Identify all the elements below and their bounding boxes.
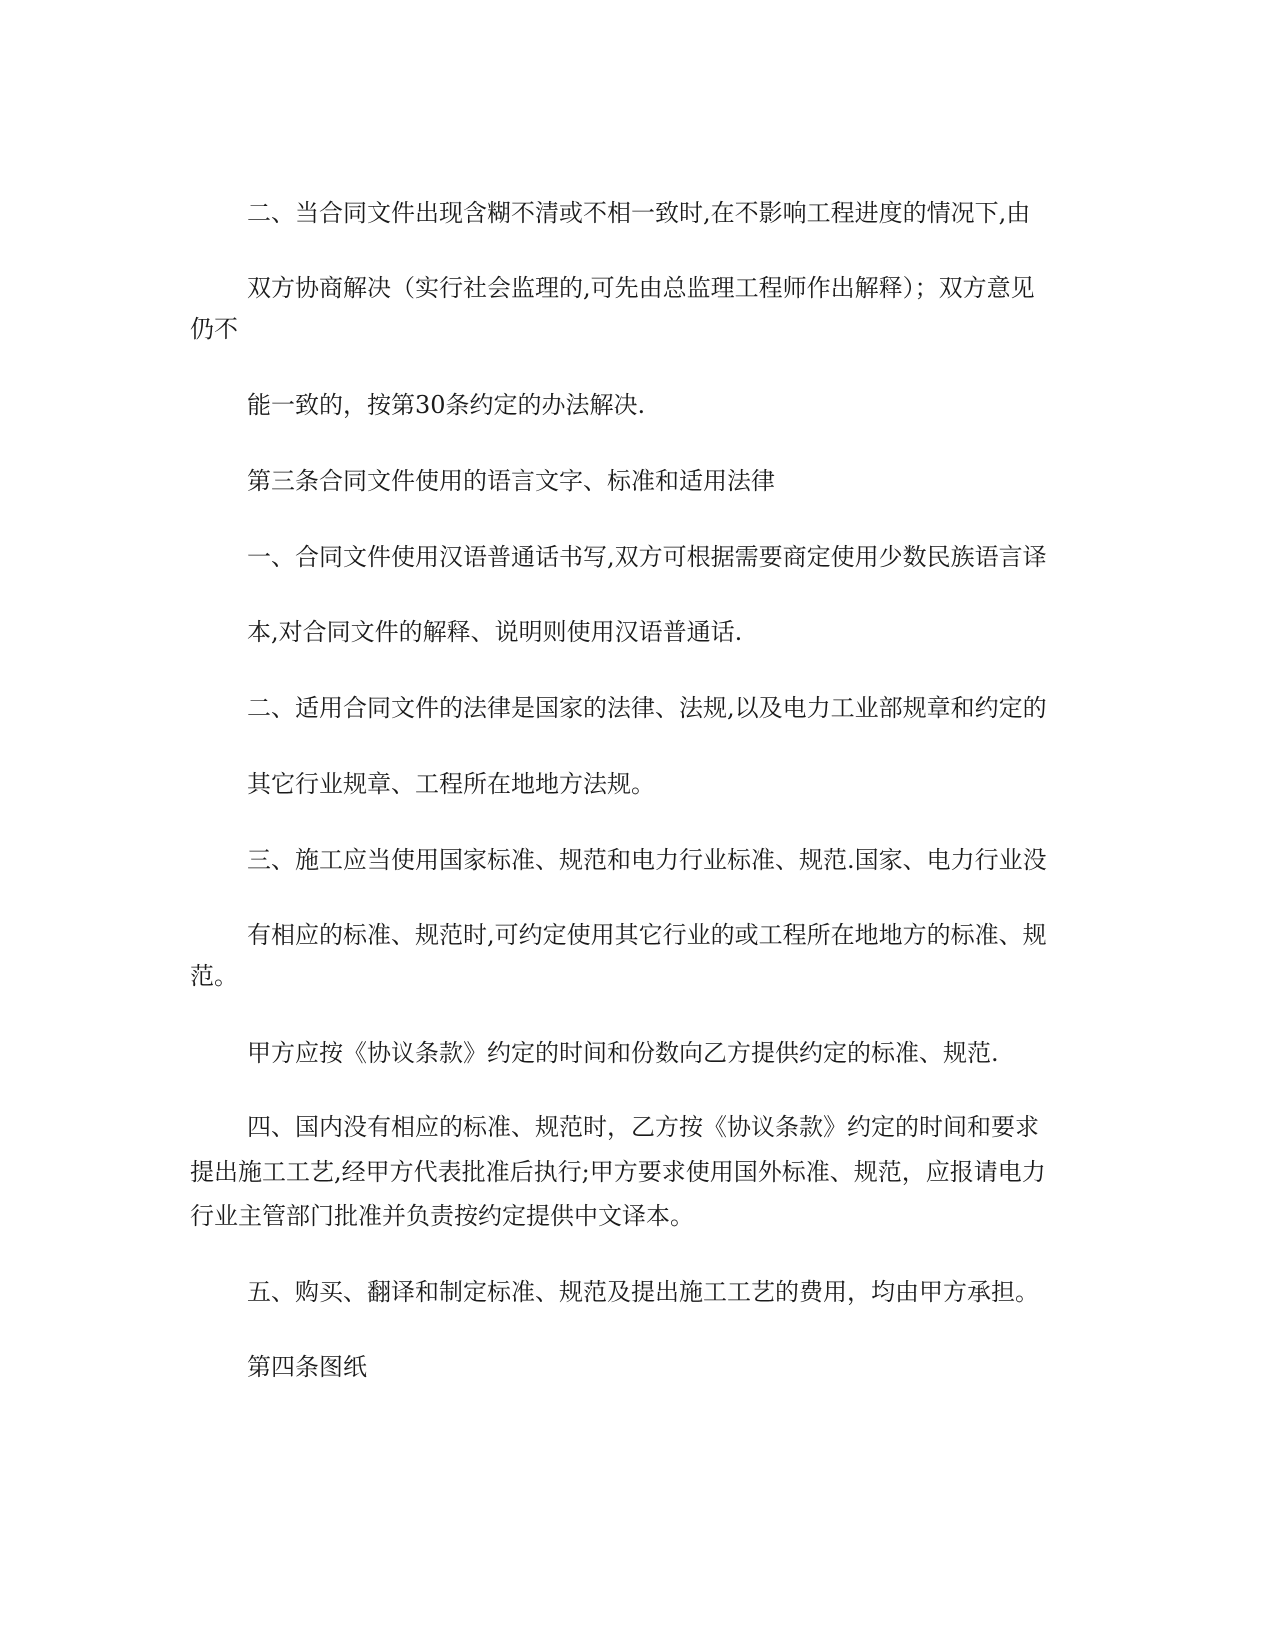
paragraph-line: 有相应的标准、规范时,可约定使用其它行业的或工程所在地地方的标准、规 (247, 921, 1047, 949)
paragraph-line: 能一致的，按第30条约定的办法解决. (247, 391, 646, 419)
paragraph-line: 本,对合同文件的解释、说明则使用汉语普通话. (247, 618, 743, 646)
paragraph-line: 五、购买、翻译和制定标准、规范及提出施工工艺的费用，均由甲方承担。 (247, 1278, 1039, 1306)
paragraph-line: 其它行业规章、工程所在地地方法规。 (247, 770, 655, 798)
paragraph-line: 行业主管部门批准并负责按约定提供中文译本。 (190, 1202, 694, 1230)
paragraph-line: 甲方应按《协议条款》约定的时间和份数向乙方提供约定的标准、规范. (247, 1039, 999, 1067)
paragraph-line: 仍不 (190, 315, 238, 343)
paragraph-line: 双方协商解决（实行社会监理的,可先由总监理工程师作出解释）；双方意见 (247, 274, 1035, 302)
paragraph-line: 范。 (190, 962, 238, 990)
paragraph-line: 四、国内没有相应的标准、规范时，乙方按《协议条款》约定的时间和要求 (247, 1113, 1039, 1141)
paragraph-line: 提出施工工艺,经甲方代表批准后执行;甲方要求使用国外标准、规范，应报请电力 (190, 1158, 1046, 1186)
section-heading: 第四条图纸 (247, 1353, 367, 1381)
paragraph-line: 一、合同文件使用汉语普通话书写,双方可根据需要商定使用少数民族语言译 (247, 543, 1047, 571)
section-heading: 第三条合同文件使用的语言文字、标准和适用法律 (247, 467, 775, 495)
paragraph-line: 二、当合同文件出现含糊不清或不相一致时,在不影响工程进度的情况下,由 (247, 199, 1031, 227)
paragraph-line: 三、施工应当使用国家标准、规范和电力行业标准、规范.国家、电力行业没 (247, 846, 1047, 874)
paragraph-line: 二、适用合同文件的法律是国家的法律、法规,以及电力工业部规章和约定的 (247, 694, 1047, 722)
